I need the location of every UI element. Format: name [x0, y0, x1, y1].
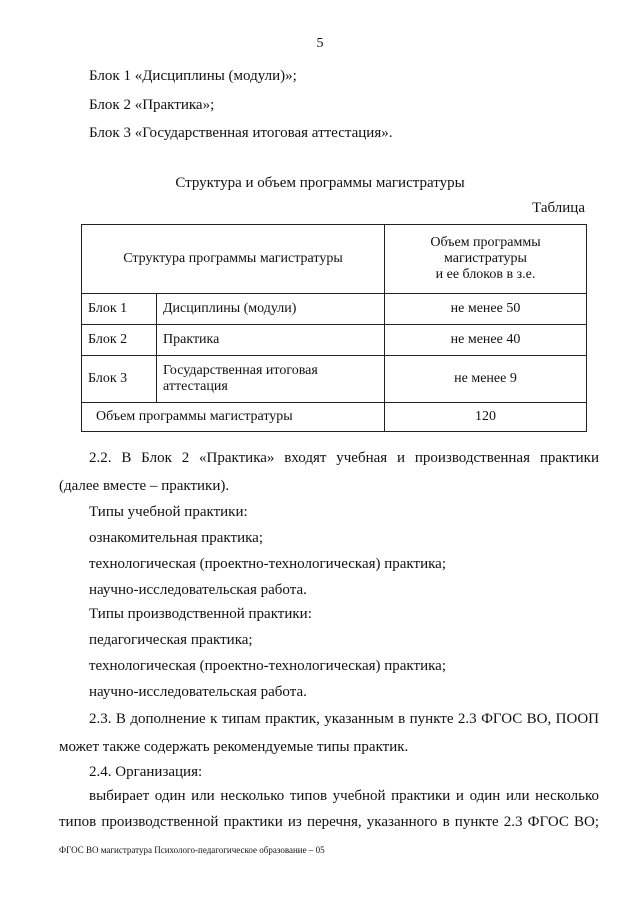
table-row: [82, 325, 587, 356]
block-name-cell: Дисциплины (модули): [157, 294, 385, 325]
table-row: [82, 356, 587, 403]
total-label-cell: Объем программы магистратуры: [82, 403, 385, 432]
intro-line-block2: Блок 2 «Практика»;: [89, 97, 215, 113]
prod-type-item: технологическая (проектно-технологическая) практика;: [89, 658, 446, 674]
prod-type-item: педагогическая практика;: [89, 632, 253, 648]
prod-types-heading: Типы производственной практики:: [89, 606, 312, 622]
page-footer: ФГОС ВО магистратура Психолого-педагогическое образование – 05: [59, 845, 325, 855]
header-volume-line-1: Объем программы: [430, 235, 541, 250]
block-name-cell: [157, 356, 385, 403]
block-cell: Блок 1: [82, 294, 157, 325]
paragraph-2-4-text-line-2: типов производственной практики из перечня, указанного в пункте 2.3 ФГОС ВО;: [59, 814, 599, 830]
block-value-cell: не менее 40: [385, 325, 587, 356]
block-name-line-2: аттестация: [163, 379, 228, 394]
total-value-cell: 120: [385, 403, 587, 432]
paragraph-2-2-line-2: (далее вместе – практики).: [59, 478, 230, 494]
block-cell: Блок 2: [82, 325, 157, 356]
intro-line-block3: Блок 3 «Государственная итоговая аттестация».: [89, 125, 393, 141]
table-row: [82, 294, 587, 325]
header-volume-line-3: и ее блоков в з.е.: [435, 267, 536, 282]
study-type-item: научно-исследовательская работа.: [89, 582, 307, 598]
paragraph-2-2-line-1: 2.2. В Блок 2 «Практика» входят учебная и производственная практики: [89, 450, 599, 466]
header-volume-line-2: магистратуры: [444, 251, 527, 266]
study-type-item: ознакомительная практика;: [89, 530, 263, 546]
block-name-line-1: Государственная итоговая: [163, 363, 318, 378]
study-types-heading: Типы учебной практики:: [89, 504, 248, 520]
table-caption: Таблица: [532, 200, 585, 216]
header-volume-cell: [385, 225, 587, 294]
prod-type-item: научно-исследовательская работа.: [89, 684, 307, 700]
paragraph-2-4: 2.4. Организация:: [89, 764, 203, 780]
block-value-cell: не менее 9: [385, 356, 587, 403]
intro-line-block1: Блок 1 «Дисциплины (модули)»;: [89, 68, 297, 84]
header-structure-cell: [82, 225, 385, 294]
header-structure-text: Структура программы магистратуры: [123, 251, 343, 266]
block-value-cell: не менее 50: [385, 294, 587, 325]
paragraph-2-3-line-2: может также содержать рекомендуемые типы практик.: [59, 739, 409, 755]
block-cell: Блок 3: [82, 356, 157, 403]
table-header-row: [82, 225, 587, 294]
block-name-cell: Практика: [157, 325, 385, 356]
page-number: 5: [316, 36, 324, 51]
paragraph-2-4-text-line-1: выбирает один или несколько типов учебной практики и один или несколько: [89, 788, 599, 804]
table-total-row: [82, 403, 587, 432]
study-type-item: технологическая (проектно-технологическая) практика;: [89, 556, 446, 572]
table-title: Структура и объем программы магистратуры: [175, 175, 465, 191]
structure-table: [81, 224, 587, 432]
paragraph-2-3-line-1: 2.3. В дополнение к типам практик, указанным в пункте 2.3 ФГОС ВО, ПООП: [89, 711, 599, 727]
